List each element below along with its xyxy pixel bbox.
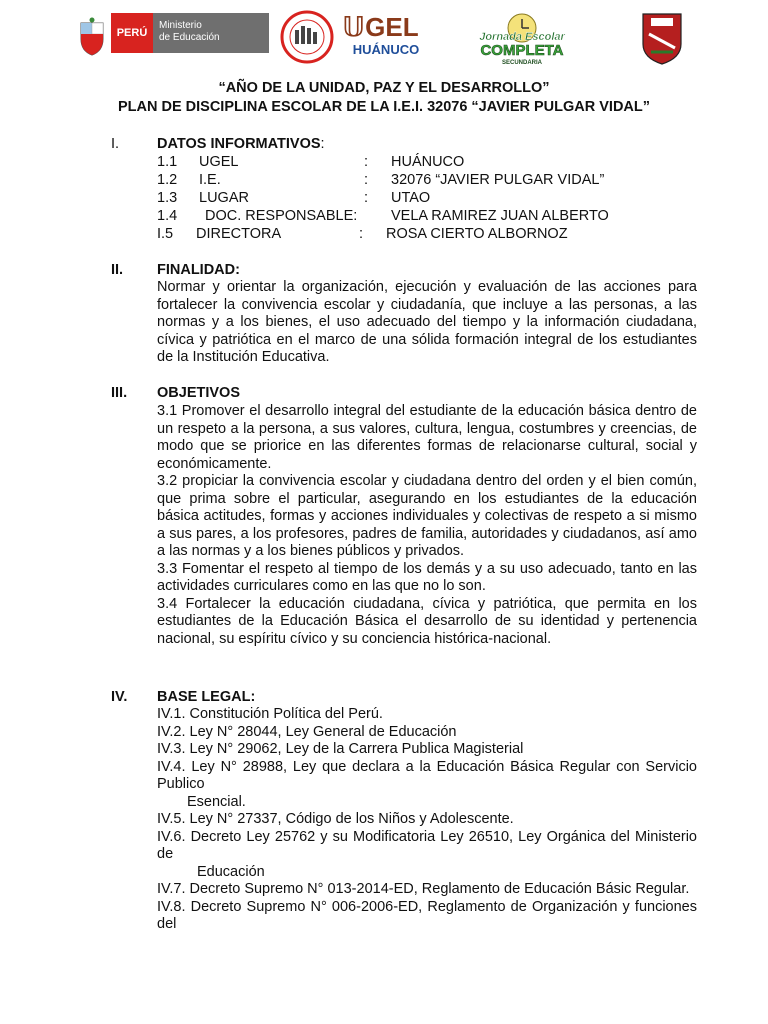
section1-number: I. <box>111 136 120 152</box>
data-row-label: DIRECTORA <box>196 226 282 242</box>
data-row-value: HUÁNUCO <box>391 154 465 170</box>
data-row-value: 32076 “JAVIER PULGAR VIDAL” <box>391 172 605 188</box>
section2-heading: FINALIDAD: <box>157 262 240 278</box>
ugel-u-mark-icon: 𝕌 <box>342 11 366 42</box>
ugel-word: GEL <box>365 12 419 42</box>
school-crest-icon <box>641 12 683 66</box>
data-row-label: DOC. RESPONSABLE: <box>205 208 358 224</box>
legal-item: IV.1. Constitución Política del Perú. <box>157 706 383 722</box>
ugel-place: HUÁNUCO <box>352 42 420 57</box>
ministry-line2: de Educación <box>159 32 220 43</box>
legal-item: IV.8. Decreto Supremo N° 006-2006-ED, Reglamento de Organización y funciones del <box>157 898 697 932</box>
jornada-line3: SECUNDARIA <box>501 60 543 66</box>
data-row-sep: : <box>364 154 369 170</box>
section4-heading: BASE LEGAL: <box>157 689 256 705</box>
data-row-num: 1.1 <box>157 154 178 170</box>
objective-item: 3.4 Fortalecer la educación ciudadana, cívica y patriótica, que permita en los estudiantes de la Educación Básica el desarrollo de su identidad y pertenencia nacional, su espíritu cívico y su conciencia histórica-nacional. <box>157 595 697 647</box>
jornada-escolar-completa-logo <box>458 10 586 68</box>
peru-coat-of-arms-icon <box>77 17 107 57</box>
legal-item: IV.3. Ley N° 29062, Ley de la Carrera Publica Magisterial <box>157 741 524 757</box>
data-row-value: VELA RAMIREZ JUAN ALBERTO <box>391 208 609 224</box>
data-row-label: I.E. <box>199 172 221 188</box>
section3-number: III. <box>111 385 128 401</box>
data-row-label: UGEL <box>199 154 239 170</box>
section1-heading-colon: : <box>320 136 325 152</box>
data-row-value: ROSA CIERTO ALBORNOZ <box>386 226 568 242</box>
objective-item: 3.2 propiciar la convivencia escolar y ciudadana dentro del orden y el bien común, que prima sobre el particular, asegurando en los estudiantes de la educación básica actitudes, formas y acciones individuales y colectivas de respeto a si mismo a sus pares, a los profesores, padres de familia, autoridades y ciudadanos, así amo a las normas y a los bienes públicos y privados. <box>157 473 697 559</box>
data-row-sep: : <box>359 226 364 242</box>
data-row-sep: : <box>364 190 369 206</box>
legal-item-continuation: Esencial. <box>187 793 246 810</box>
legal-item: IV.5. Ley N° 27337, Código de los Niños y Adolescente. <box>157 811 514 827</box>
legal-item: IV.6. Decreto Ley 25762 y su Modificatoria Ley 26510, Ley Orgánica del Ministerio de <box>157 828 697 862</box>
data-row-value: UTAO <box>391 190 431 206</box>
legal-item: IV.7. Decreto Supremo N° 013-2014-ED, Reglamento de Educación Básic Regular. <box>157 881 690 897</box>
objective-item: 3.3 Fomentar el respeto al tiempo de los demás y a su uso adecuado, tanto en las actividades curriculares como en las que no lo son. <box>157 560 697 594</box>
data-row-num: 1.4 <box>157 208 178 224</box>
section1-heading-wrap <box>157 136 325 152</box>
section1-heading: DATOS INFORMATIVOS <box>157 136 321 152</box>
data-row-label: LUGAR <box>199 190 249 206</box>
ministry-line1: Ministerio <box>159 20 202 31</box>
data-row-num: 1.3 <box>157 190 178 206</box>
objectives-list <box>157 403 697 648</box>
institution-seal-logo <box>275 10 339 64</box>
data-row-num: 1.2 <box>157 172 178 188</box>
ministry-of-education-logo <box>111 13 269 53</box>
section4-number: IV. <box>111 689 128 705</box>
legal-item: IV.2. Ley N° 28044, Ley General de Educación <box>157 723 457 740</box>
legal-item-continuation: Educación <box>197 863 265 880</box>
jornada-line1: Jornada Escolar <box>479 31 565 43</box>
peru-label: PERÚ <box>111 13 153 53</box>
ugel-huanuco-logo <box>342 12 422 64</box>
document-year-title: “AÑO DE LA UNIDAD, PAZ Y EL DESARROLLO” <box>218 80 550 96</box>
jornada-line2: COMPLETA <box>480 42 564 59</box>
legal-base-list <box>157 706 697 934</box>
legal-item: IV.4. Ley N° 28988, Ley que declara a la Educación Básica Regular con Servicio Publico <box>157 758 697 792</box>
header-logo-bar <box>0 6 768 68</box>
document-plan-title: PLAN DE DISCIPLINA ESCOLAR DE LA I.E.I. 32076 “JAVIER PULGAR VIDAL” <box>117 99 651 115</box>
data-row-sep: : <box>364 172 369 188</box>
section2-number: II. <box>111 262 124 278</box>
section2-paragraph: Normar y orientar la organización, ejecución y evaluación de las acciones para fortalecer la convivencia escolar y ciudadanía, que incluye a las personas, a las normas y a los bienes, el uso adecuado del tiempo y la información ciudadana, cívica y patriótica en el marco de una sólida formación integral de los estudiantes de la Institución Educativa. <box>157 279 697 365</box>
section3-heading: OBJETIVOS <box>157 385 240 401</box>
objective-item: 3.1 Promover el desarrollo integral del estudiante de la educación básica dentro de un respeto a la persona, a sus valores, cultura, lengua, costumbres y creencias, de modo que se priorice en las diferentes formas de relacionarse cultural, social y económicamente. <box>157 403 697 472</box>
data-row-num: I.5 <box>157 226 174 242</box>
